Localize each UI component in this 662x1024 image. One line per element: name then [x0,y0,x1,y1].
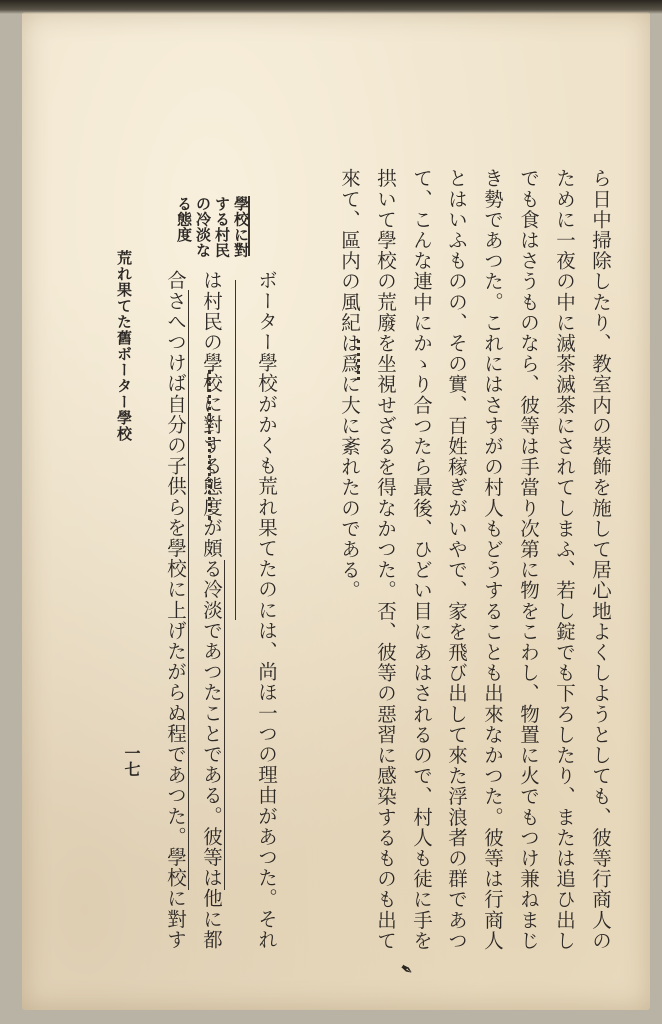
body-line-8: 來て、區内の風紀は爲に大に紊れたのである。 [338,168,361,601]
stray-ink-mark: ✒ [395,957,418,982]
body-line-3: でも食はさうものなら、彼等は手當り次第に物をこわし、物置に火でもつけ兼ねまじ [517,168,540,951]
underline-mark [188,290,189,890]
body-line-1: ら日中掃除したり、教室内の裝飾を施して居心地よくしようとしても、彼等行商人の [589,168,612,951]
page-number: 一七 [122,745,141,777]
sidenote-line-2: する村民 [213,196,231,258]
underline-mark [235,280,236,620]
sidenote-line-1: 學校に對 [232,196,250,258]
body-line-6: て、こんな連中にかゝり合つたら最後、ひどい目にあはされるので、村人も徒に手を [410,168,433,951]
body-line-11: は村民の學校に對する態度が頗る冷淡であつたことである。彼等は他に都 [200,270,223,950]
body-line-7: 拱いて學校の荒廢を坐視せざるを得なかつた。否、彼等の惡習に感染するものも出て [374,168,397,951]
emphasis-dots [357,340,360,380]
running-header: 荒れ果てた舊ボーター學校 [115,250,133,442]
sidenote-line-4: る態度 [175,196,193,243]
emphasis-dots [208,370,211,520]
underline-mark [224,560,225,890]
body-line-12: 合さへつけば自分の子供らを學校に上げたがらぬ程であつた。學校に對す [164,270,187,950]
body-line-2: ために一夜の中に滅茶滅茶にされてしまふ、若し錠でも下ろしたり、または追ひ出し [553,168,576,951]
body-line-4: き勢であつた。これにはさすがの村人もどうすることも出來なかつた。彼等は行商人 [481,168,504,951]
body-line-10: ボーター學校がかくも荒れ果てたのには、尚ほ一つの理由があつた。それ [255,270,278,950]
sidenote-line-3: の冷淡な [194,196,212,258]
scan-top-edge [0,0,662,14]
body-line-5: とはいふものの、その實、百姓稼ぎがいやで、家を飛び出して來た浮浪者の群であつ [445,168,468,951]
